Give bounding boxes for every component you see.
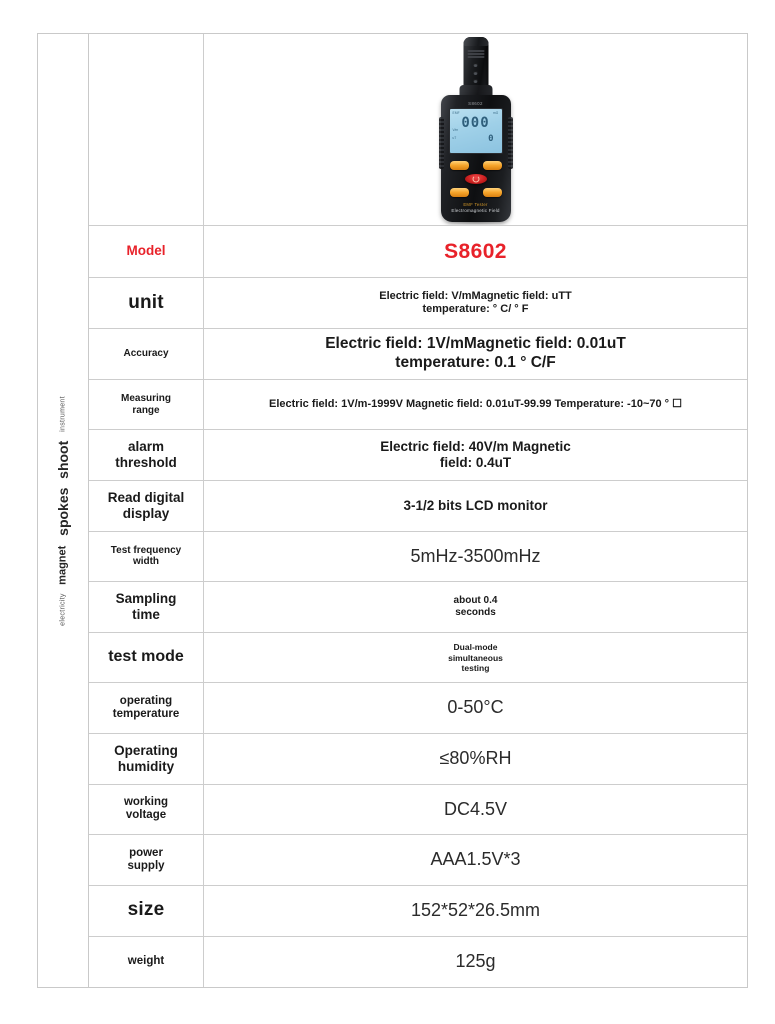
table-row-power-supply [89, 835, 747, 886]
row-value-model: S8602 [444, 239, 507, 263]
specification-table [37, 33, 748, 988]
sensor-probe-icon [463, 37, 488, 91]
row-value-size: 152*52*26.5mm [410, 899, 541, 920]
row-label-test-mode: test mode [89, 633, 204, 683]
lcd-unit-left-1: V/m [452, 128, 459, 132]
device-caption-line2: Electromagnetic Field [451, 208, 500, 213]
device-power-button [465, 174, 487, 184]
row-value-weight: 125g [455, 951, 496, 971]
grip-ridges-right [508, 117, 513, 169]
spec-rows [89, 34, 747, 987]
row-value-power-supply: AAA1.5V*3 [430, 849, 521, 870]
row-value-unit-line1: Electric field: V/mMagnetic field: uTT [379, 289, 572, 302]
row-label-model: Model [89, 226, 204, 277]
probe-cap-icon [463, 37, 488, 46]
row-value-test-frequency-width: 5mHz-3500mHz [410, 545, 541, 566]
table-row-weight [89, 937, 747, 988]
table-row-operating-temperature [89, 683, 747, 734]
device-caption-line1: EMF Tester [463, 202, 488, 207]
row-label-sampling-time: Sampling time [89, 582, 204, 632]
table-row-unit [89, 278, 747, 330]
row-value-working-voltage: DC4.5V [443, 798, 508, 819]
row-label-weight: weight [89, 937, 204, 988]
row-label-alarm-threshold: alarm threshold [89, 430, 204, 480]
row-value-accuracy-line2: temperature: 0.1 ° C/F [395, 353, 556, 371]
vertical-word-electricity: electricity [59, 592, 67, 626]
table-row-alarm-threshold [89, 430, 747, 481]
device-drop-shadow [444, 220, 508, 225]
row-value-accuracy [204, 329, 747, 379]
table-row-sampling-time [89, 582, 747, 633]
vertical-word-spokes: spokes [55, 487, 71, 536]
row-value-alarm-threshold [204, 430, 747, 480]
device-button-top-left [450, 161, 469, 170]
row-label-test-frequency-width: Test frequency width [89, 532, 204, 582]
vertical-word-shoot: shoot [55, 440, 71, 479]
row-value-alarm-line2: field: 0.4uT [439, 455, 512, 471]
device-brand-label: S8602 [468, 101, 483, 106]
grip-ridges-left [439, 117, 444, 169]
table-row-accuracy [89, 329, 747, 380]
product-photo-row [89, 34, 747, 226]
table-row-measuring-range [89, 380, 747, 431]
vertical-word-magnet: magnet [56, 544, 69, 584]
row-value-accuracy-line1: Electric field: 1V/mMagnetic field: 0.01uT [325, 335, 626, 353]
row-label-measuring-range: Measuring range [89, 380, 204, 430]
device-body [441, 95, 511, 222]
table-row-read-digital-display [89, 481, 747, 532]
row-label-working-voltage: working voltage [89, 785, 204, 835]
device-button-bottom-left [450, 188, 469, 197]
row-label-operating-temperature: operating temperature [89, 683, 204, 733]
device-button-bottom-right [483, 188, 502, 197]
lcd-mode-label: EMF [452, 111, 460, 115]
lcd-unit-label: mG [492, 111, 499, 115]
table-row-test-frequency-width [89, 532, 747, 583]
row-label-unit: unit [89, 278, 204, 329]
device-button-top-right [483, 161, 502, 170]
table-row-operating-humidity [89, 734, 747, 785]
row-value-sampling-line1: about 0.4 [453, 595, 498, 607]
row-label-power-supply: power supply [89, 835, 204, 885]
row-value-sampling-line2: seconds [455, 607, 496, 619]
vertical-word-stack [56, 396, 70, 626]
table-row-model [89, 226, 747, 278]
lcd-unit-left-2: uT [452, 136, 457, 140]
row-value-unit [204, 278, 747, 329]
vertical-text-rail [38, 34, 89, 987]
row-label-size: size [89, 886, 204, 936]
table-row-test-mode [89, 633, 747, 684]
row-value-operating-humidity: ≤80%RH [439, 748, 512, 769]
row-value-unit-line2: temperature: ° C/ ° F [422, 302, 529, 315]
row-label-read-digital-display: Read digital display [89, 481, 204, 531]
lcd-main-reading: 000 [461, 115, 490, 131]
row-value-measuring-range: Electric field: 1V/m-1999V Magnetic field: 0.01uT-99.99 Temperature: -10~70 ° ☐ [269, 398, 682, 410]
table-row-size [89, 886, 747, 937]
row-label-accuracy: Accuracy [89, 329, 204, 379]
row-value-test-mode [204, 633, 747, 683]
vertical-word-instrument: instrument [59, 395, 67, 432]
lcd-secondary-reading: 0 [488, 134, 494, 144]
row-value-read-digital-display: 3-1/2 bits LCD monitor [403, 497, 548, 513]
row-value-operating-temperature: 0-50°C [447, 697, 504, 718]
emf-meter-device-illustration [422, 37, 530, 222]
product-photo-cell [204, 34, 747, 225]
row-value-test-mode-line3: testing [461, 662, 490, 673]
photo-row-label-cell [89, 34, 204, 225]
row-value-sampling-time [204, 582, 747, 632]
row-label-operating-humidity: Operating humidity [89, 734, 204, 784]
row-value-alarm-line1: Electric field: 40V/m Magnetic [380, 439, 571, 455]
row-value-test-mode-line1: Dual-mode [453, 642, 498, 653]
row-value-test-mode-line2: simultaneous [448, 652, 503, 663]
table-row-working-voltage [89, 785, 747, 836]
device-lcd-screen [449, 108, 503, 154]
